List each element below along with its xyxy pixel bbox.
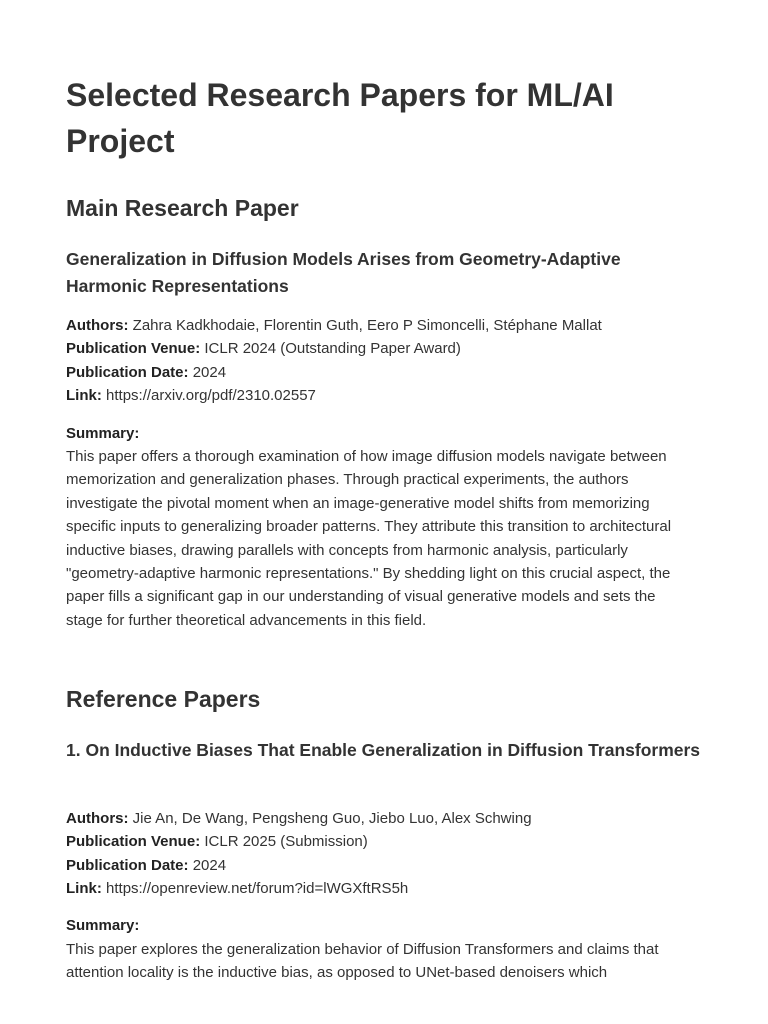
reference-paper-metadata [66, 807, 706, 900]
date-line [66, 854, 706, 877]
summary-label: Summary: [66, 917, 140, 934]
summary-label: Summary: [66, 425, 140, 442]
authors-label: Authors: [66, 810, 129, 827]
link-label: Link: [66, 879, 102, 897]
reference-paper-title: 1. On Inductive Biases That Enable Generalization in Diffusion Transformers [66, 740, 701, 760]
paper-link[interactable]: https://openreview.net/forum?id=lWGXftRS5h [106, 879, 409, 897]
authors-line [66, 314, 706, 337]
section-heading-references: Reference Papers [66, 686, 261, 712]
link-label: Link: [66, 386, 102, 404]
venue-label: Publication Venue: [66, 340, 201, 358]
reference-paper-summary: This paper explores the generalization behavior of Diffusion Transformers and claims that attention locality is the inductive bias, as opposed to UNet-based denoisers which [66, 941, 659, 982]
main-paper-summary: This paper offers a thorough examination of how image diffusion models navigate between memorization and generalization phases. Through practical experiments, the authors investigate the pivotal moment when an image-generative model shifts from memorizing specific inputs to generalizing broader patterns. They attribute this transition to architectural inductive biases, drawing parallels with concepts from harmonic analysis, particularly "geometry-adaptive harmonic representations." By shedding light on this crucial aspect, the paper fills a significant gap in our understanding of visual generative models and sets the stage for further theoretical advancements in this field. [66, 448, 672, 629]
venue-line [66, 830, 706, 853]
link-line [66, 877, 706, 900]
date-value: 2024 [192, 856, 227, 874]
authors-value: Zahra Kadkhodaie, Florentin Guth, Eero P Simoncelli, Stéphane Mallat [132, 317, 602, 334]
date-label: Publication Date: [66, 856, 189, 874]
venue-line [66, 337, 706, 360]
section-heading-main: Main Research Paper [66, 195, 299, 221]
venue-value: ICLR 2025 (Submission) [204, 833, 368, 851]
date-label: Publication Date: [66, 363, 189, 381]
date-value: 2024 [192, 363, 227, 381]
paper-link[interactable]: https://arxiv.org/pdf/2310.02557 [106, 386, 316, 404]
venue-label: Publication Venue: [66, 833, 201, 851]
venue-value: ICLR 2024 (Outstanding Paper Award) [204, 340, 461, 358]
date-line [66, 361, 706, 384]
main-paper-metadata [66, 314, 706, 407]
link-line [66, 384, 706, 407]
authors-label: Authors: [66, 317, 129, 334]
document-title: Selected Research Papers for ML/AI Project [66, 77, 614, 159]
main-paper-title: Generalization in Diffusion Models Arises from Geometry-Adaptive Harmonic Representations [66, 249, 621, 296]
authors-line [66, 807, 706, 830]
authors-value: Jie An, De Wang, Pengsheng Guo, Jiebo Luo, Alex Schwing [132, 810, 532, 827]
